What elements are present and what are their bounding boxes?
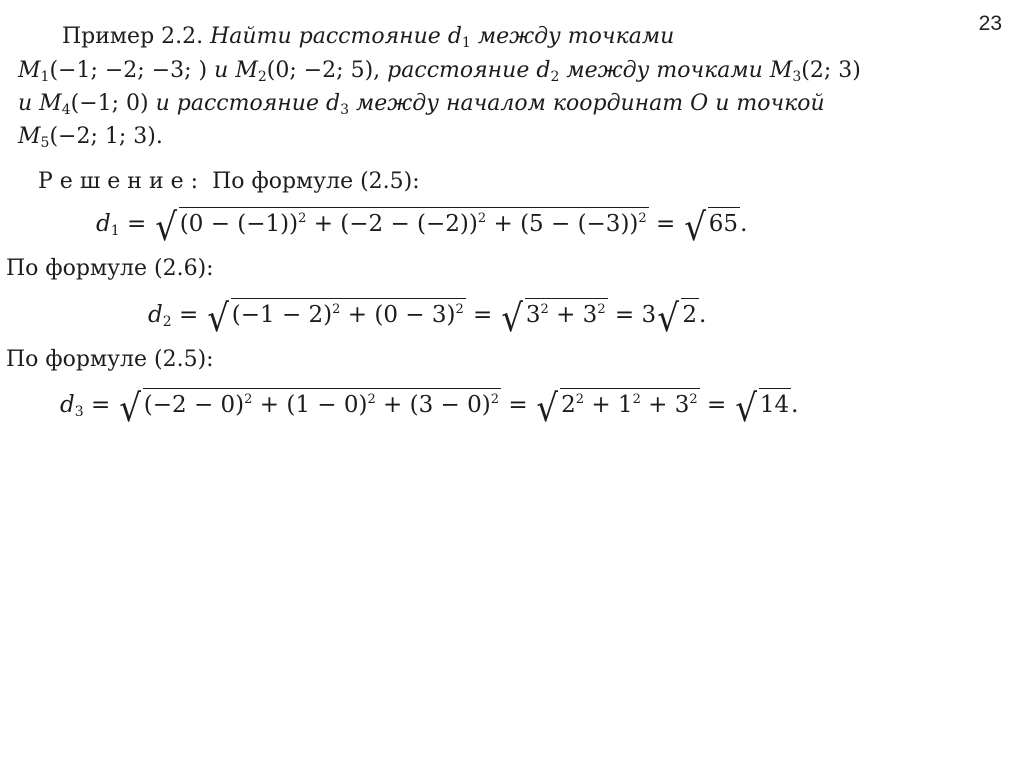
sqrt-expression: √ $(-1 - 2)^2 + (0 - 3)^2$ bbox=[206, 296, 464, 340]
formula-d3: $d_3$ = √ $(-2 - 0)^2 + (1 - 0)^2 + (3 - 0)^2$ = √ $2^2 + 1^2 + 3^2$ = √ 14. bbox=[60, 386, 799, 430]
formula-reference-2: По формуле (2.6): bbox=[6, 256, 214, 281]
solution-line bbox=[38, 171, 420, 193]
problem-text: между точками bbox=[477, 24, 675, 49]
problem-heading: Пример 2.2. bbox=[62, 24, 204, 49]
problem-line-4 bbox=[18, 124, 163, 151]
sqrt-expression: √ 2 bbox=[657, 296, 697, 340]
point-m5-coords: (−2; 1; 3). bbox=[49, 124, 163, 149]
point-m3: $M_3$ bbox=[769, 58, 802, 85]
formula-lhs: $d_1$ bbox=[96, 211, 120, 239]
sqrt-expression: √ $3^2 + 3^2$ bbox=[500, 296, 606, 340]
sqrt-expression: √ 14 bbox=[734, 386, 790, 430]
problem-text: и bbox=[214, 58, 229, 83]
formula-lhs: $d_2$ bbox=[148, 302, 172, 330]
formula-reference-1: По формуле (2.5): bbox=[212, 169, 420, 194]
problem-text: между началом координат bbox=[356, 91, 684, 116]
solution-label: Решение: bbox=[38, 169, 206, 194]
origin-o: O bbox=[690, 91, 709, 116]
sqrt-expression: √ $(0 - (-1))^2 + (-2 - (-2))^2 + (5 - (-3))^2$ bbox=[154, 205, 647, 249]
problem-text: расстояние bbox=[387, 58, 530, 83]
var-d2: $d_2$ bbox=[536, 58, 560, 85]
point-m2-coords: (0; −2; 5), bbox=[266, 58, 381, 83]
problem-text: между точками bbox=[566, 58, 763, 83]
formula-lhs: $d_3$ bbox=[60, 392, 84, 420]
var-d3: $d_3$ bbox=[325, 91, 349, 118]
problem-text: Найти расстояние bbox=[210, 24, 441, 49]
problem-text: и расстояние bbox=[155, 91, 319, 116]
problem-text: и bbox=[18, 91, 33, 116]
sqrt-expression: √ $(-2 - 0)^2 + (1 - 0)^2 + (3 - 0)^2$ bbox=[118, 386, 500, 430]
sqrt-expression: √ 65 bbox=[683, 205, 739, 249]
sqrt-expression: √ $2^2 + 1^2 + 3^2$ bbox=[536, 386, 698, 430]
point-m1-coords: (−1; −2; −3; ) bbox=[49, 58, 208, 83]
problem-text: и точкой bbox=[715, 91, 825, 116]
point-m4: $M_4$ bbox=[39, 91, 71, 118]
problem-line-1 bbox=[62, 24, 675, 51]
point-m2: $M_2$ bbox=[235, 58, 267, 85]
var-d1: $d_1$ bbox=[447, 24, 471, 51]
point-m5: $M_5$ bbox=[18, 124, 50, 151]
formula-d2: $d_2$ = √ $(-1 - 2)^2 + (0 - 3)^2$ = √ $3^2 + 3^2 = 3√$ 2. bbox=[148, 296, 707, 340]
formula-d1: $d_1$ = √ $(0 - (-1))^2 + (-2 - (-2))^2 + (5 - (-3))^2$ = √ 65. bbox=[96, 205, 748, 249]
page-number: 23 bbox=[978, 12, 1002, 35]
point-m3-coords: (2; 3) bbox=[801, 58, 861, 83]
point-m1: $M_1$ bbox=[18, 58, 50, 85]
formula-reference-3: По формуле (2.5): bbox=[6, 347, 214, 372]
problem-line-2 bbox=[18, 58, 861, 85]
problem-line-3 bbox=[18, 91, 825, 118]
point-m4-coords: (−1; 0) bbox=[70, 91, 149, 116]
